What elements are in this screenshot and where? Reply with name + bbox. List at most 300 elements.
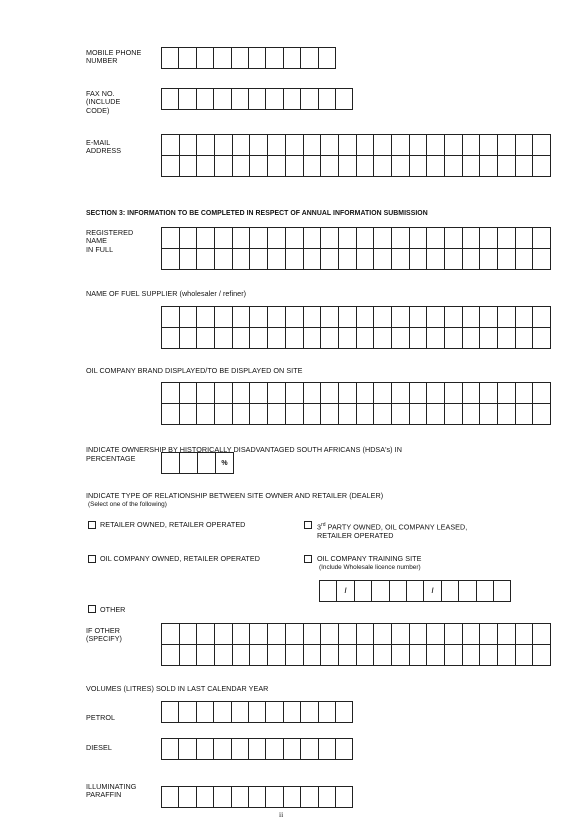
input-box[interactable] — [533, 249, 551, 270]
input-box[interactable] — [197, 89, 214, 110]
input-box[interactable] — [197, 624, 215, 645]
input-box[interactable] — [286, 307, 304, 328]
input-box[interactable] — [268, 383, 286, 404]
input-box[interactable] — [480, 383, 498, 404]
input-box[interactable] — [392, 645, 410, 666]
input-box[interactable] — [374, 328, 392, 349]
if-other-boxes[interactable] — [161, 623, 551, 666]
input-box[interactable] — [463, 156, 481, 177]
input-box[interactable] — [301, 739, 318, 760]
input-box[interactable] — [232, 787, 249, 808]
input-box[interactable] — [197, 404, 215, 425]
input-box[interactable] — [336, 702, 353, 723]
input-box[interactable] — [319, 787, 336, 808]
input-box[interactable] — [215, 624, 233, 645]
input-box[interactable] — [180, 249, 198, 270]
email-boxes[interactable] — [161, 134, 551, 177]
input-box[interactable] — [336, 787, 353, 808]
input-box[interactable] — [180, 228, 198, 249]
input-box[interactable] — [463, 383, 481, 404]
input-box[interactable] — [480, 328, 498, 349]
input-box[interactable] — [427, 228, 445, 249]
input-box[interactable] — [180, 645, 198, 666]
input-box[interactable] — [215, 307, 233, 328]
input-box[interactable] — [498, 404, 516, 425]
input-box[interactable] — [498, 624, 516, 645]
input-box[interactable] — [445, 624, 463, 645]
input-box[interactable] — [197, 787, 214, 808]
input-box[interactable] — [427, 404, 445, 425]
input-box[interactable] — [268, 645, 286, 666]
input-box[interactable] — [357, 645, 375, 666]
input-box[interactable] — [427, 135, 445, 156]
input-box[interactable] — [357, 249, 375, 270]
input-box[interactable] — [233, 135, 251, 156]
input-box[interactable] — [498, 228, 516, 249]
input-box[interactable] — [516, 135, 534, 156]
input-box[interactable] — [180, 135, 198, 156]
input-box[interactable] — [197, 645, 215, 666]
paraffin-boxes[interactable] — [161, 786, 353, 808]
input-box[interactable] — [459, 581, 476, 602]
input-box[interactable] — [250, 228, 268, 249]
input-box[interactable] — [339, 135, 357, 156]
input-box[interactable] — [533, 645, 551, 666]
input-box[interactable] — [498, 135, 516, 156]
input-box[interactable] — [179, 739, 196, 760]
input-box[interactable] — [427, 624, 445, 645]
retailer-owned-checkbox[interactable] — [88, 521, 96, 529]
input-box[interactable] — [197, 328, 215, 349]
input-box[interactable] — [516, 624, 534, 645]
input-box[interactable] — [249, 89, 266, 110]
input-box[interactable] — [445, 645, 463, 666]
input-box[interactable] — [286, 624, 304, 645]
input-box[interactable] — [215, 383, 233, 404]
input-box[interactable] — [268, 156, 286, 177]
input-box[interactable] — [374, 383, 392, 404]
input-box[interactable] — [480, 228, 498, 249]
input-box[interactable] — [321, 383, 339, 404]
input-box[interactable] — [232, 702, 249, 723]
input-box[interactable] — [197, 48, 214, 69]
input-box[interactable] — [301, 702, 318, 723]
input-box[interactable] — [463, 404, 481, 425]
input-box[interactable] — [355, 581, 372, 602]
input-box[interactable] — [427, 645, 445, 666]
input-box[interactable] — [304, 383, 322, 404]
input-box[interactable] — [445, 307, 463, 328]
input-box[interactable] — [410, 624, 428, 645]
input-box[interactable] — [445, 404, 463, 425]
input-box[interactable] — [304, 645, 322, 666]
input-box[interactable] — [427, 328, 445, 349]
input-box[interactable] — [480, 249, 498, 270]
input-box[interactable] — [516, 645, 534, 666]
input-box[interactable] — [516, 328, 534, 349]
input-box[interactable] — [266, 787, 283, 808]
input-box[interactable] — [319, 739, 336, 760]
input-box[interactable] — [214, 787, 231, 808]
input-box[interactable] — [390, 581, 407, 602]
input-box[interactable] — [197, 702, 214, 723]
input-box[interactable] — [374, 645, 392, 666]
input-box[interactable] — [321, 328, 339, 349]
input-box[interactable] — [268, 249, 286, 270]
input-box[interactable] — [357, 307, 375, 328]
input-box[interactable] — [266, 48, 283, 69]
input-box[interactable] — [233, 156, 251, 177]
input-box[interactable] — [266, 702, 283, 723]
input-box[interactable] — [321, 645, 339, 666]
input-box[interactable] — [233, 249, 251, 270]
input-box[interactable] — [249, 48, 266, 69]
input-box[interactable] — [339, 328, 357, 349]
input-box[interactable] — [410, 249, 428, 270]
input-box[interactable] — [215, 228, 233, 249]
input-box[interactable] — [339, 228, 357, 249]
input-box[interactable] — [494, 581, 511, 602]
registered-name-boxes[interactable] — [161, 227, 551, 270]
input-box[interactable] — [374, 624, 392, 645]
input-box[interactable] — [533, 624, 551, 645]
input-box[interactable] — [498, 249, 516, 270]
input-box[interactable] — [392, 156, 410, 177]
input-box[interactable] — [304, 624, 322, 645]
input-box[interactable] — [407, 581, 424, 602]
input-box[interactable] — [162, 739, 179, 760]
input-box[interactable] — [250, 135, 268, 156]
input-box[interactable] — [162, 404, 180, 425]
input-box[interactable] — [180, 156, 198, 177]
input-box[interactable] — [162, 48, 179, 69]
input-box[interactable] — [463, 328, 481, 349]
input-box[interactable] — [445, 156, 463, 177]
input-box[interactable] — [179, 787, 196, 808]
input-box[interactable] — [445, 328, 463, 349]
input-box[interactable] — [180, 624, 198, 645]
third-party-checkbox[interactable] — [304, 521, 312, 529]
input-box[interactable] — [214, 702, 231, 723]
input-box[interactable] — [392, 328, 410, 349]
input-box[interactable] — [463, 228, 481, 249]
input-box[interactable] — [392, 624, 410, 645]
input-box[interactable] — [215, 249, 233, 270]
input-box[interactable] — [215, 645, 233, 666]
input-box[interactable] — [321, 135, 339, 156]
input-box[interactable] — [392, 249, 410, 270]
input-box[interactable] — [410, 228, 428, 249]
input-box[interactable] — [250, 404, 268, 425]
input-box[interactable] — [533, 156, 551, 177]
input-box[interactable] — [162, 645, 180, 666]
input-box[interactable] — [284, 702, 301, 723]
input-box[interactable] — [286, 383, 304, 404]
input-box[interactable] — [374, 404, 392, 425]
input-box[interactable] — [162, 228, 180, 249]
fuel-supplier-boxes[interactable] — [161, 306, 551, 349]
input-box[interactable] — [286, 228, 304, 249]
input-box[interactable] — [392, 307, 410, 328]
input-box[interactable] — [233, 383, 251, 404]
input-box[interactable] — [284, 89, 301, 110]
input-box[interactable] — [321, 624, 339, 645]
input-box[interactable] — [214, 739, 231, 760]
oil-company-owned-checkbox[interactable] — [88, 555, 96, 563]
input-box[interactable] — [250, 624, 268, 645]
input-box[interactable] — [284, 48, 301, 69]
input-box[interactable] — [180, 328, 198, 349]
input-box[interactable] — [374, 135, 392, 156]
input-box[interactable] — [516, 249, 534, 270]
input-box[interactable] — [268, 228, 286, 249]
input-box[interactable] — [410, 156, 428, 177]
input-box[interactable] — [268, 404, 286, 425]
input-box[interactable] — [268, 328, 286, 349]
input-box[interactable] — [427, 249, 445, 270]
input-box[interactable] — [162, 624, 180, 645]
input-box[interactable] — [357, 383, 375, 404]
input-box[interactable] — [286, 404, 304, 425]
input-box[interactable] — [410, 645, 428, 666]
input-box[interactable] — [197, 307, 215, 328]
input-box[interactable] — [374, 156, 392, 177]
input-box[interactable] — [533, 328, 551, 349]
input-box[interactable] — [498, 328, 516, 349]
input-box[interactable] — [480, 404, 498, 425]
input-box[interactable] — [301, 787, 318, 808]
training-site-checkbox[interactable] — [304, 555, 312, 563]
input-box[interactable] — [215, 156, 233, 177]
input-box[interactable] — [339, 624, 357, 645]
input-box[interactable] — [301, 89, 318, 110]
input-box[interactable] — [339, 383, 357, 404]
input-box[interactable] — [336, 89, 353, 110]
input-box[interactable] — [250, 156, 268, 177]
input-box[interactable] — [445, 383, 463, 404]
input-box[interactable] — [233, 228, 251, 249]
input-box[interactable] — [180, 383, 198, 404]
input-box[interactable] — [339, 156, 357, 177]
input-box[interactable] — [162, 702, 179, 723]
input-box[interactable] — [233, 328, 251, 349]
input-box[interactable] — [427, 383, 445, 404]
oil-brand-boxes[interactable] — [161, 382, 551, 425]
input-box[interactable] — [357, 228, 375, 249]
input-box[interactable] — [392, 228, 410, 249]
input-box[interactable] — [410, 307, 428, 328]
input-box[interactable] — [198, 453, 216, 474]
input-box[interactable] — [410, 135, 428, 156]
input-box[interactable] — [233, 645, 251, 666]
input-box[interactable] — [480, 156, 498, 177]
input-box[interactable] — [321, 156, 339, 177]
input-box[interactable] — [463, 135, 481, 156]
input-box[interactable] — [321, 228, 339, 249]
input-box[interactable] — [197, 383, 215, 404]
input-box[interactable] — [284, 787, 301, 808]
input-box[interactable] — [162, 89, 179, 110]
input-box[interactable] — [498, 307, 516, 328]
input-box[interactable] — [427, 307, 445, 328]
input-box[interactable] — [179, 702, 196, 723]
input-box[interactable] — [162, 787, 179, 808]
input-box[interactable] — [410, 383, 428, 404]
input-box[interactable] — [516, 228, 534, 249]
input-box[interactable] — [304, 328, 322, 349]
input-box[interactable] — [249, 702, 266, 723]
input-box[interactable] — [179, 48, 196, 69]
input-box[interactable] — [304, 135, 322, 156]
input-box[interactable] — [392, 383, 410, 404]
input-box[interactable] — [321, 307, 339, 328]
input-box[interactable] — [249, 787, 266, 808]
input-box[interactable] — [498, 383, 516, 404]
input-box[interactable] — [336, 739, 353, 760]
input-box[interactable] — [250, 645, 268, 666]
input-box[interactable] — [339, 645, 357, 666]
input-box[interactable] — [304, 249, 322, 270]
input-box[interactable] — [162, 156, 180, 177]
input-box[interactable] — [250, 307, 268, 328]
input-box[interactable] — [268, 307, 286, 328]
input-box[interactable] — [498, 156, 516, 177]
input-box[interactable] — [357, 404, 375, 425]
input-box[interactable] — [410, 328, 428, 349]
input-box[interactable] — [427, 156, 445, 177]
input-box[interactable] — [286, 645, 304, 666]
input-box[interactable] — [374, 228, 392, 249]
input-box[interactable] — [284, 739, 301, 760]
other-checkbox[interactable] — [88, 605, 96, 613]
input-box[interactable] — [357, 624, 375, 645]
hdsa-percentage-boxes[interactable] — [161, 452, 234, 474]
input-box[interactable] — [480, 307, 498, 328]
input-box[interactable] — [445, 249, 463, 270]
input-box[interactable] — [357, 156, 375, 177]
input-box[interactable] — [197, 739, 214, 760]
petrol-boxes[interactable] — [161, 701, 353, 723]
input-box[interactable] — [215, 135, 233, 156]
input-box[interactable] — [304, 307, 322, 328]
input-box[interactable] — [162, 249, 180, 270]
input-box[interactable] — [162, 453, 180, 474]
input-box[interactable] — [357, 328, 375, 349]
input-box[interactable] — [516, 307, 534, 328]
input-box[interactable] — [268, 135, 286, 156]
input-box[interactable] — [232, 739, 249, 760]
input-box[interactable] — [250, 383, 268, 404]
input-box[interactable] — [214, 89, 231, 110]
input-box[interactable] — [533, 228, 551, 249]
input-box[interactable] — [339, 307, 357, 328]
input-box[interactable] — [250, 249, 268, 270]
input-box[interactable] — [266, 89, 283, 110]
input-box[interactable] — [215, 404, 233, 425]
wholesale-licence-boxes[interactable] — [319, 580, 511, 602]
input-box[interactable] — [268, 624, 286, 645]
input-box[interactable] — [233, 307, 251, 328]
input-box[interactable] — [339, 249, 357, 270]
input-box[interactable] — [477, 581, 494, 602]
input-box[interactable] — [162, 307, 180, 328]
input-box[interactable] — [463, 645, 481, 666]
input-box[interactable] — [286, 156, 304, 177]
input-box[interactable] — [392, 404, 410, 425]
input-box[interactable] — [215, 328, 233, 349]
input-box[interactable] — [301, 48, 318, 69]
input-box[interactable] — [197, 249, 215, 270]
input-box[interactable] — [180, 307, 198, 328]
input-box[interactable] — [162, 135, 180, 156]
input-box[interactable] — [232, 48, 249, 69]
input-box[interactable] — [516, 404, 534, 425]
input-box[interactable] — [445, 228, 463, 249]
mobile-phone-boxes[interactable] — [161, 47, 336, 69]
input-box[interactable] — [197, 228, 215, 249]
input-box[interactable] — [445, 135, 463, 156]
input-box[interactable] — [179, 89, 196, 110]
input-box[interactable] — [319, 48, 336, 69]
input-box[interactable] — [533, 135, 551, 156]
input-box[interactable] — [320, 581, 337, 602]
input-box[interactable] — [197, 135, 215, 156]
input-box[interactable] — [480, 135, 498, 156]
input-box[interactable] — [533, 383, 551, 404]
input-box[interactable] — [533, 404, 551, 425]
input-box[interactable] — [321, 249, 339, 270]
input-box[interactable] — [304, 156, 322, 177]
input-box[interactable] — [286, 135, 304, 156]
input-box[interactable] — [374, 249, 392, 270]
input-box[interactable] — [498, 645, 516, 666]
input-box[interactable] — [516, 156, 534, 177]
input-box[interactable] — [339, 404, 357, 425]
input-box[interactable] — [233, 404, 251, 425]
input-box[interactable] — [321, 404, 339, 425]
input-box[interactable] — [232, 89, 249, 110]
input-box[interactable] — [516, 383, 534, 404]
fax-boxes[interactable] — [161, 88, 353, 110]
input-box[interactable] — [463, 624, 481, 645]
input-box[interactable] — [249, 739, 266, 760]
input-box[interactable] — [286, 249, 304, 270]
input-box[interactable] — [319, 89, 336, 110]
input-box[interactable] — [180, 453, 198, 474]
input-box[interactable] — [374, 307, 392, 328]
input-box[interactable] — [463, 249, 481, 270]
input-box[interactable] — [372, 581, 389, 602]
input-box[interactable] — [480, 645, 498, 666]
input-box[interactable] — [197, 156, 215, 177]
input-box[interactable] — [304, 228, 322, 249]
input-box[interactable] — [319, 702, 336, 723]
input-box[interactable] — [266, 739, 283, 760]
input-box[interactable] — [180, 404, 198, 425]
input-box[interactable] — [442, 581, 459, 602]
input-box[interactable] — [162, 383, 180, 404]
input-box[interactable] — [162, 328, 180, 349]
input-box[interactable] — [250, 328, 268, 349]
input-box[interactable] — [304, 404, 322, 425]
input-box[interactable] — [392, 135, 410, 156]
input-box[interactable] — [233, 624, 251, 645]
input-box[interactable] — [286, 328, 304, 349]
input-box[interactable] — [410, 404, 428, 425]
input-box[interactable] — [357, 135, 375, 156]
input-box[interactable] — [214, 48, 231, 69]
input-box[interactable] — [480, 624, 498, 645]
